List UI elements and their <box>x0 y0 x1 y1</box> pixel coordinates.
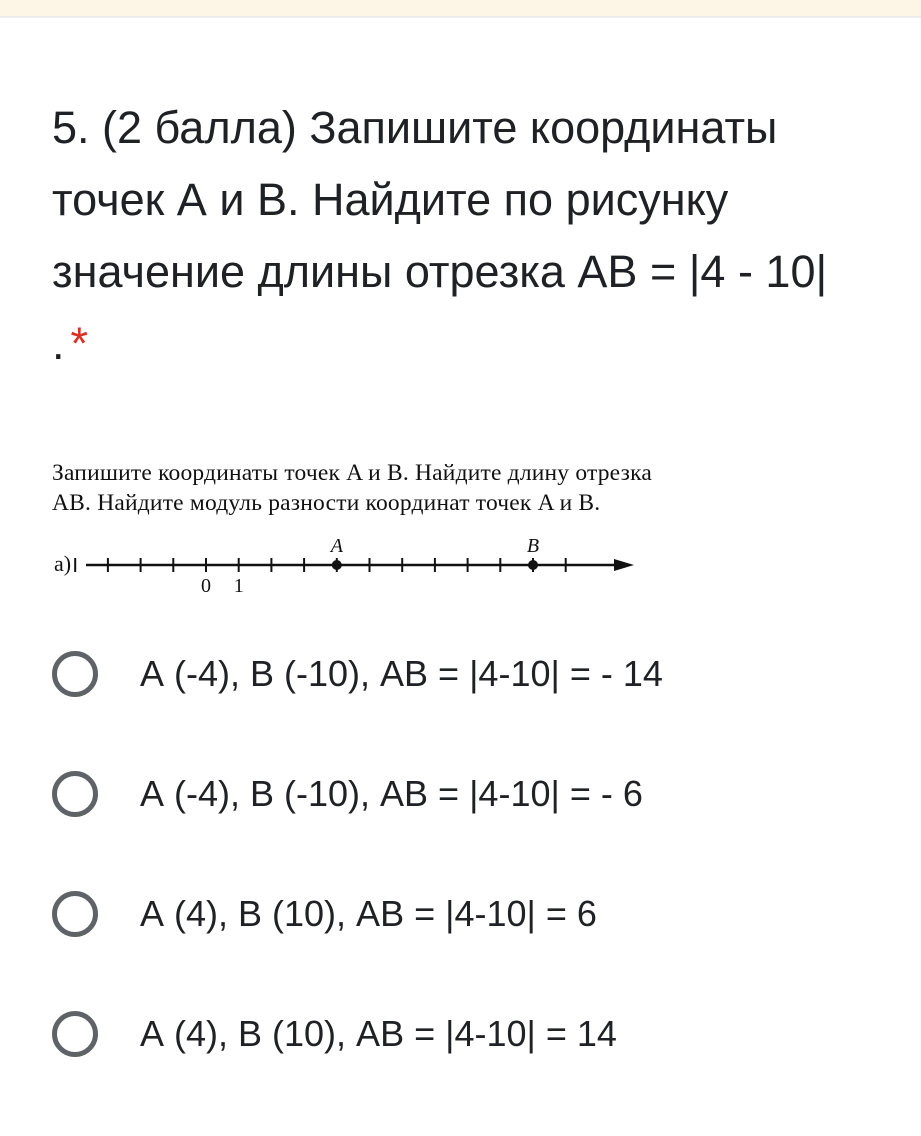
radio-button[interactable] <box>52 1011 98 1057</box>
point-b <box>528 560 538 570</box>
top-strip <box>0 0 921 18</box>
option-label: А (4), В (10), АВ = |4-10| = 14 <box>140 1013 617 1054</box>
radio-button[interactable] <box>52 771 98 817</box>
tick-one-label: 1 <box>233 575 244 597</box>
required-mark: * <box>70 318 89 369</box>
tick-zero-label: 0 <box>201 575 211 597</box>
question-image <box>52 458 852 608</box>
option-2[interactable] <box>52 762 872 826</box>
number-line-arrow <box>614 559 634 571</box>
option-3[interactable] <box>52 882 872 946</box>
radio-button[interactable] <box>52 651 98 697</box>
option-label: А (-4), В (-10), АВ = |4-10| = - 6 <box>140 773 643 814</box>
figure-text-line-2: AB. Найдите модуль разности координат точек A и B. <box>52 490 601 516</box>
option-4[interactable] <box>52 1002 872 1066</box>
option-label: А (-4), В (-10), АВ = |4-10| = - 14 <box>140 653 663 694</box>
question-title <box>52 92 862 380</box>
part-label: а) <box>54 551 72 576</box>
point-a-label: A <box>330 535 343 557</box>
question-text: 5. (2 балла) Запишите координаты точек А и В. Найдите по рисунку значение длины отрезка АВ = |4 - 10| . <box>52 102 828 369</box>
radio-button[interactable] <box>52 891 98 937</box>
option-1[interactable] <box>52 642 872 706</box>
point-b-label: B <box>526 535 540 557</box>
figure-text-line-1: Запишите координаты точек A и B. Найдите длину отрезка <box>52 460 652 486</box>
point-a <box>332 560 342 570</box>
number-line-figure <box>52 528 652 598</box>
option-label: А (4), В (10), АВ = |4-10| = 6 <box>140 893 597 934</box>
